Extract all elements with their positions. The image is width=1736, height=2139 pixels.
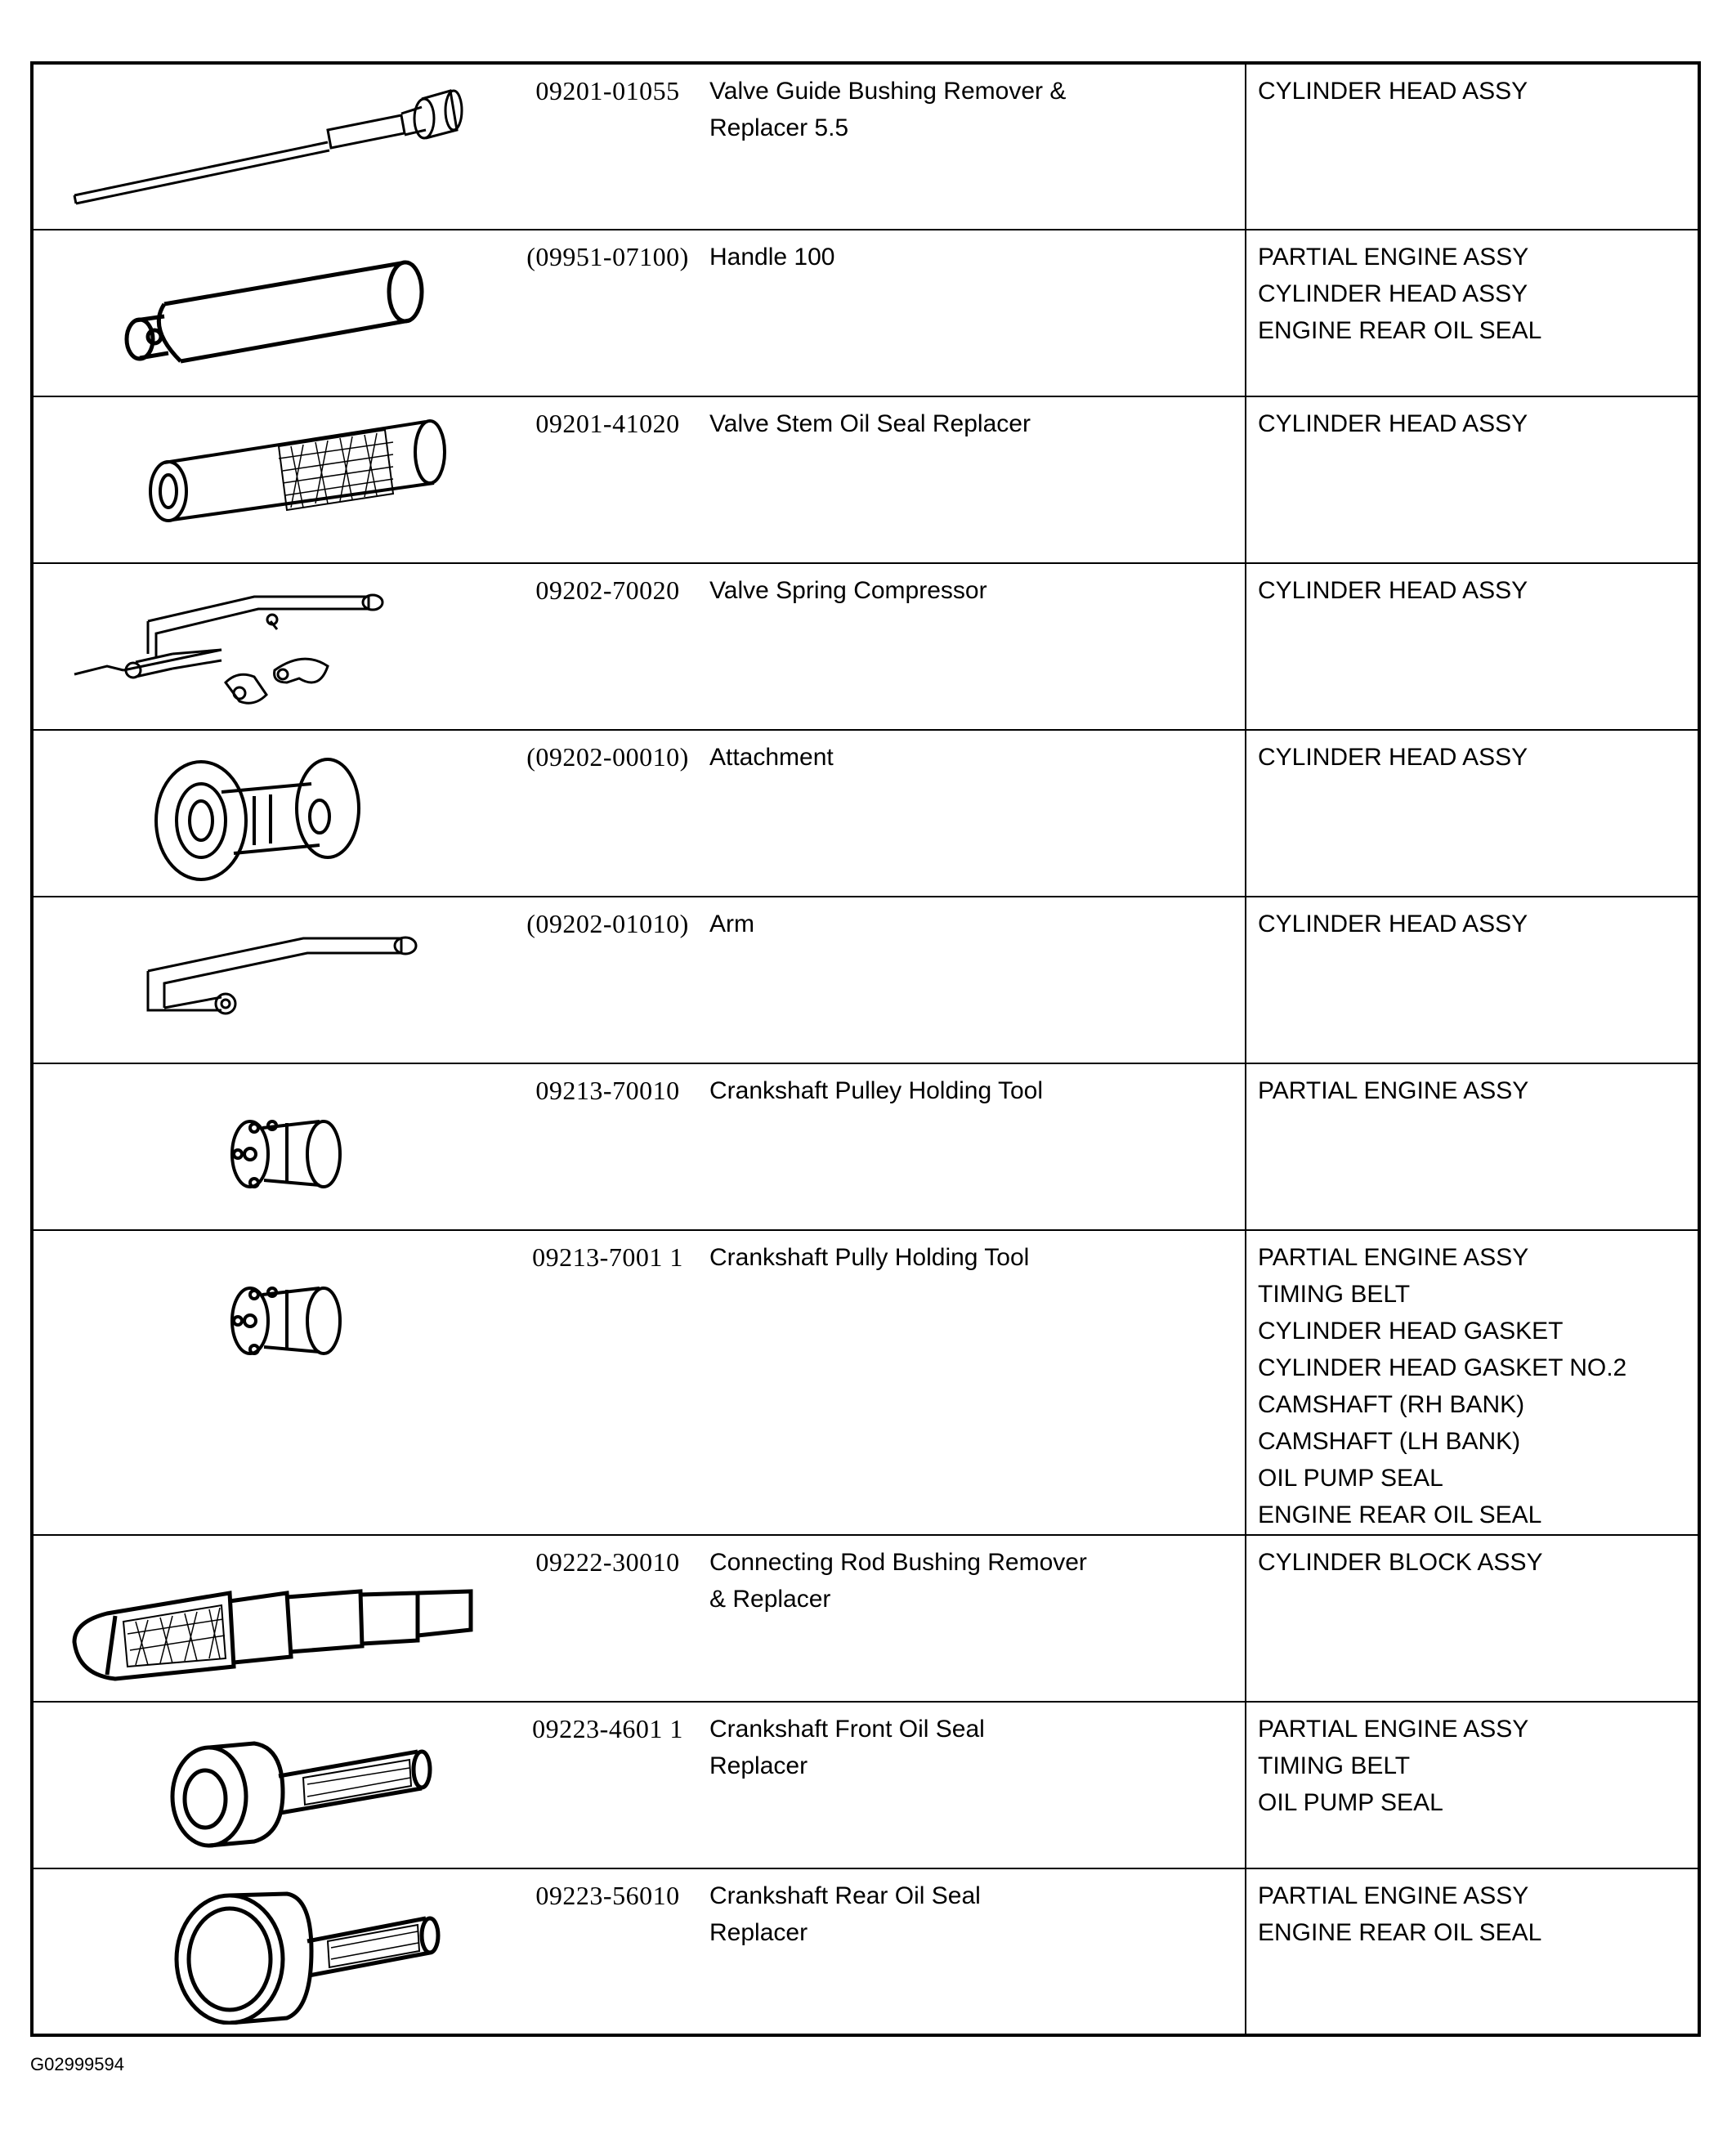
- tool-name: Valve Stem Oil Seal Replacer: [709, 410, 1031, 437]
- part-number: (09951-07100): [526, 242, 689, 271]
- tool-name-cell: [708, 1868, 1246, 2035]
- tool-illustration-cell: [32, 1230, 508, 1535]
- tool-name: Handle 100: [709, 244, 835, 271]
- pulley-holding-tool-icon: [58, 1239, 483, 1386]
- part-number: 09213-70010: [535, 1076, 680, 1105]
- tool-illustration-cell: [32, 1535, 508, 1702]
- tool-illustration-cell: [32, 230, 508, 396]
- tool-name: Crankshaft Front Oil Seal Replacer: [709, 1716, 985, 1779]
- usage-cell: [1246, 730, 1699, 897]
- usage-cell: [1246, 230, 1699, 396]
- part-number-cell: [508, 396, 708, 563]
- tool-name: Connecting Rod Bushing Remover & Replacer: [709, 1549, 1087, 1613]
- part-number: 09223-56010: [535, 1881, 680, 1910]
- tool-name-cell: [708, 230, 1246, 396]
- handle-icon: [58, 239, 483, 386]
- part-number-cell: [508, 1868, 708, 2035]
- usage-cell: [1246, 63, 1699, 230]
- table-row: [32, 897, 1699, 1063]
- tool-name-cell: [708, 563, 1246, 730]
- tool-name: Crankshaft Pully Holding Tool: [709, 1244, 1030, 1271]
- table-row: [32, 1063, 1699, 1230]
- tool-illustration-cell: [32, 1702, 508, 1868]
- table-row: [32, 730, 1699, 897]
- usage-cell: [1246, 1230, 1699, 1535]
- part-number: (09202-01010): [526, 909, 689, 938]
- part-number: 09201-41020: [535, 409, 680, 438]
- tool-name-cell: [708, 1063, 1246, 1230]
- tool-illustration-cell: [32, 1868, 508, 2035]
- part-number-cell: [508, 1535, 708, 1702]
- part-number: 09201-01055: [535, 76, 680, 105]
- tool-illustration-cell: [32, 897, 508, 1063]
- usage-cell: [1246, 1868, 1699, 2035]
- usage-list: CYLINDER BLOCK ASSY: [1258, 1549, 1543, 1576]
- arm-icon: [58, 906, 483, 1053]
- usage-cell: [1246, 897, 1699, 1063]
- tool-illustration-cell: [32, 1063, 508, 1230]
- tool-name: Valve Guide Bushing Remover & Replacer 5.5: [709, 78, 1067, 141]
- part-number: (09202-00010): [526, 742, 689, 772]
- tool-illustration-cell: [32, 63, 508, 230]
- attachment-icon: [58, 739, 483, 886]
- table-row: [32, 1702, 1699, 1868]
- part-number-cell: [508, 1230, 708, 1535]
- usage-list: CYLINDER HEAD ASSY: [1258, 911, 1528, 937]
- usage-cell: [1246, 1535, 1699, 1702]
- tool-illustration-cell: [32, 563, 508, 730]
- tool-name-cell: [708, 730, 1246, 897]
- usage-list: PARTIAL ENGINE ASSY CYLINDER HEAD ASSY ENGINE REAR OIL SEAL: [1258, 244, 1542, 344]
- valve-spring-compressor-icon: [58, 572, 483, 719]
- usage-cell: [1246, 563, 1699, 730]
- tool-name: Crankshaft Rear Oil Seal Replacer: [709, 1882, 981, 1946]
- tool-name-cell: [708, 897, 1246, 1063]
- usage-list: CYLINDER HEAD ASSY: [1258, 744, 1528, 771]
- pulley-holding-tool-icon: [58, 1072, 483, 1219]
- usage-list: PARTIAL ENGINE ASSY: [1258, 1077, 1529, 1104]
- usage-list: CYLINDER HEAD ASSY: [1258, 410, 1528, 437]
- tool-name-cell: [708, 63, 1246, 230]
- usage-list: PARTIAL ENGINE ASSY ENGINE REAR OIL SEAL: [1258, 1882, 1542, 1946]
- table-row: [32, 396, 1699, 563]
- tool-name-cell: [708, 1230, 1246, 1535]
- rear-oil-seal-replacer-icon: [58, 1877, 483, 2025]
- usage-cell: [1246, 1063, 1699, 1230]
- valve-stem-seal-replacer-icon: [58, 405, 483, 553]
- tool-name: Valve Spring Compressor: [709, 577, 987, 604]
- table-row: [32, 563, 1699, 730]
- part-number-cell: [508, 63, 708, 230]
- rod-bushing-remover-icon: [58, 1544, 483, 1691]
- usage-list: CYLINDER HEAD ASSY: [1258, 577, 1528, 604]
- front-oil-seal-replacer-icon: [58, 1711, 483, 1858]
- table-row: [32, 1230, 1699, 1535]
- tool-name-cell: [708, 1535, 1246, 1702]
- usage-cell: [1246, 396, 1699, 563]
- tool-name: Arm: [709, 911, 754, 937]
- tool-name-cell: [708, 396, 1246, 563]
- part-number: 09202-70020: [535, 575, 680, 605]
- figure-id: G02999594: [30, 2054, 124, 2074]
- part-number: 09213-7001 1: [532, 1242, 683, 1272]
- part-number-cell: [508, 1063, 708, 1230]
- part-number-cell: [508, 230, 708, 396]
- part-number: 09222-30010: [535, 1547, 680, 1577]
- part-number-cell: [508, 897, 708, 1063]
- table-row: [32, 1868, 1699, 2035]
- tool-illustration-cell: [32, 730, 508, 897]
- tool-illustration-cell: [32, 396, 508, 563]
- valve-guide-bushing-remover-icon: [58, 73, 483, 220]
- special-tools-table: [30, 61, 1701, 2037]
- part-number: 09223-4601 1: [532, 1714, 683, 1743]
- tool-name-cell: [708, 1702, 1246, 1868]
- part-number-cell: [508, 730, 708, 897]
- part-number-cell: [508, 563, 708, 730]
- part-number-cell: [508, 1702, 708, 1868]
- tool-name: Crankshaft Pulley Holding Tool: [709, 1077, 1044, 1104]
- usage-list: PARTIAL ENGINE ASSY TIMING BELT CYLINDER HEAD GASKET CYLINDER HEAD GASKET NO.2 CAMSHAFT (RH BANK) CAMSHAFT (LH BANK) OIL PUMP SEAL ENGINE REAR OIL SEAL: [1258, 1244, 1627, 1528]
- table-row: [32, 63, 1699, 230]
- usage-cell: [1246, 1702, 1699, 1868]
- usage-list: PARTIAL ENGINE ASSY TIMING BELT OIL PUMP SEAL: [1258, 1716, 1529, 1816]
- table-row: [32, 1535, 1699, 1702]
- tool-name: Attachment: [709, 744, 834, 771]
- table-row: [32, 230, 1699, 396]
- usage-list: CYLINDER HEAD ASSY: [1258, 78, 1528, 105]
